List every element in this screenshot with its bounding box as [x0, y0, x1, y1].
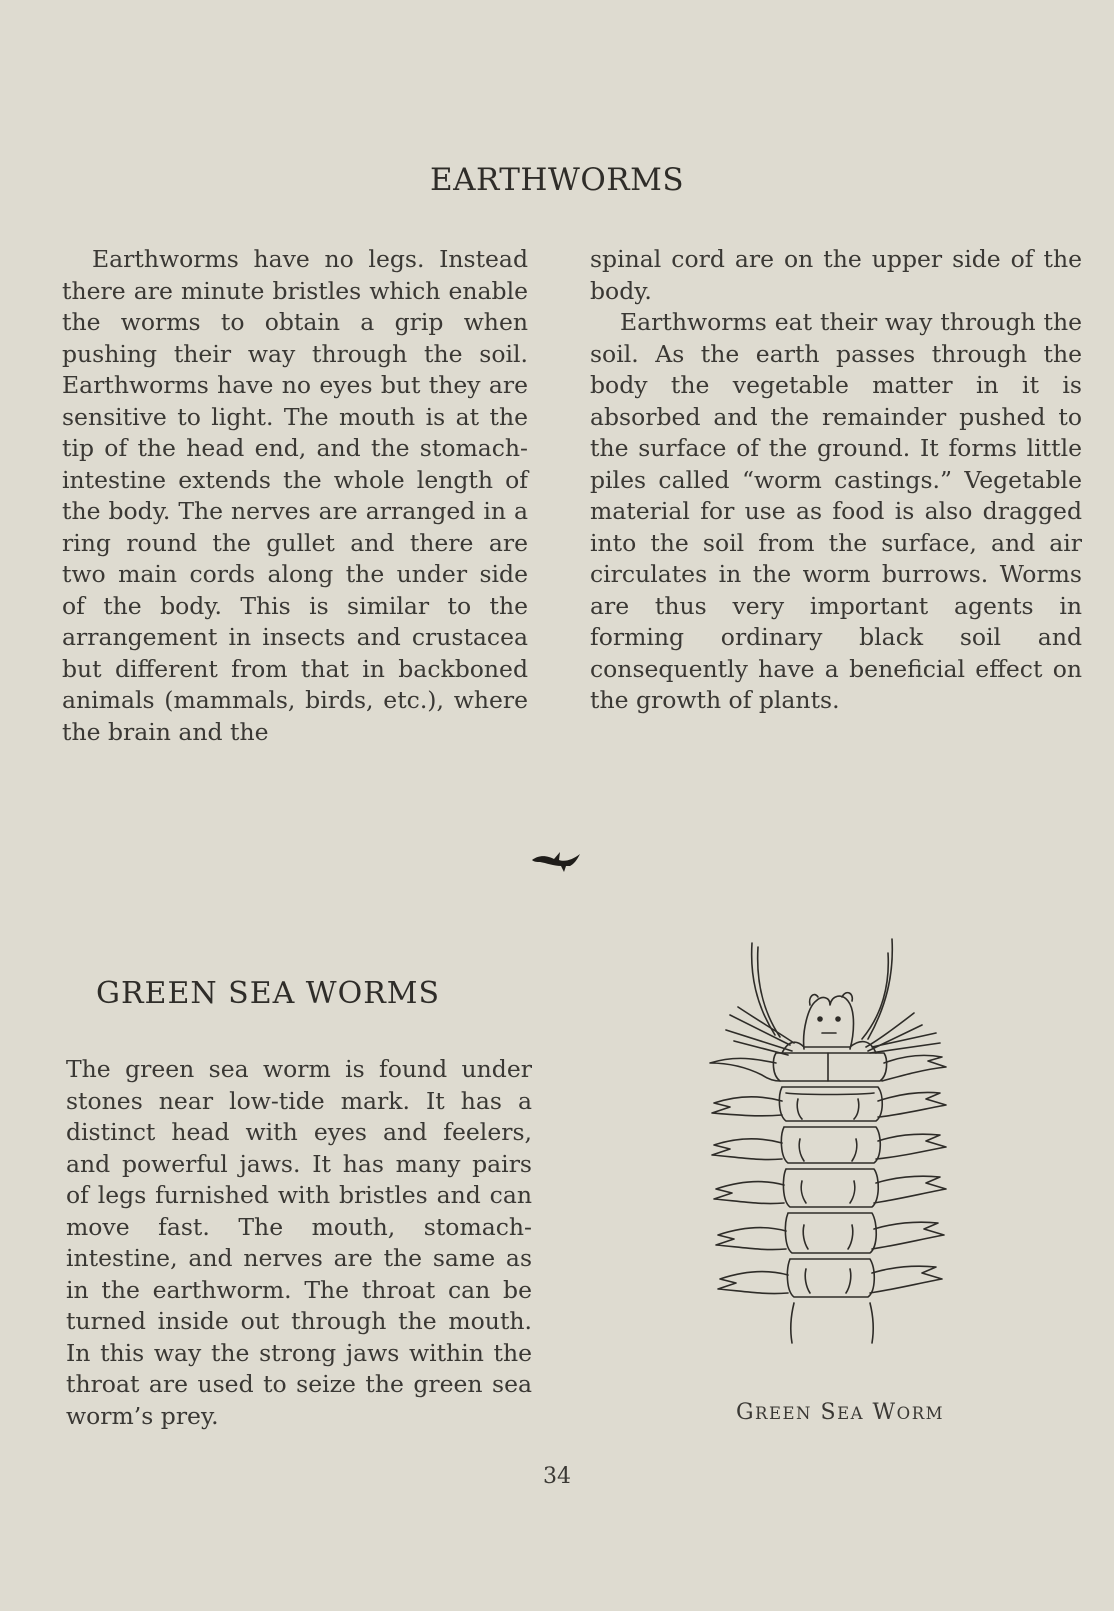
caption-initial: W [872, 1400, 897, 1425]
page-number: 34 [543, 1464, 571, 1489]
earthworms-paragraph-1-continued: spinal cord are on the upper side of the body. [590, 245, 1082, 305]
caption-initial: S [820, 1400, 838, 1425]
earthworms-heading: EARTHWORMS [429, 162, 685, 198]
earthworms-paragraph-2: Earthworms eat their way through the soil. As the earth passes through the body the vegetable matter in it is absorbed and the remainder pushed to the surface of the ground. It forms little piles called “worm castings.” Vegetable material for use as food is also dragged into the soil from the surface, and air circulates in the worm burrows. Worms are thus very important agents in forming ordinary black soil and consequently have a beneficial effect on the growth of plants. [590, 308, 1082, 714]
green-sea-worms-column [66, 1054, 532, 1432]
caption-smallcaps: ORM [896, 1404, 945, 1423]
caption-initial: G [735, 1400, 756, 1425]
bird-ornament-icon [530, 848, 590, 874]
earthworms-right-column [590, 244, 1082, 717]
green-sea-worms-paragraph: The green sea worm is found under stones near low-tide mark. It has a distinct head with eyes and feelers, and powerful jaws. It has many pairs of legs furnished with bristles and can move fast. The mouth, stomach-intestine, and nerves are the same as in the earthworm. The throat can be turned inside out through the mouth. In this way the strong jaws within the throat are used to seize the green sea worm’s prey. [66, 1055, 532, 1430]
figure-caption [700, 1400, 980, 1425]
caption-smallcaps: REEN [755, 1404, 812, 1423]
green-sea-worm-illustration [690, 935, 980, 1380]
earthworms-paragraph-1: Earthworms have no legs. Instead there are minute bristles which enable the worms to obtain a grip when pushing their way through the soil. Earthworms have no eyes but they are sensitive to light. The mouth is at the tip of the head end, and the stomach-intestine extends the whole length of the body. The nerves are arranged in a ring round the gullet and there are two main cords along the under side of the body. This is similar to the arrangement in insects and crustacea but different from that in backboned animals (mammals, birds, etc.), where the brain and the [62, 245, 528, 746]
green-sea-worms-heading: GREEN SEA WORMS [96, 976, 441, 1011]
earthworms-left-column [62, 244, 528, 748]
caption-smallcaps: EA [837, 1404, 865, 1423]
